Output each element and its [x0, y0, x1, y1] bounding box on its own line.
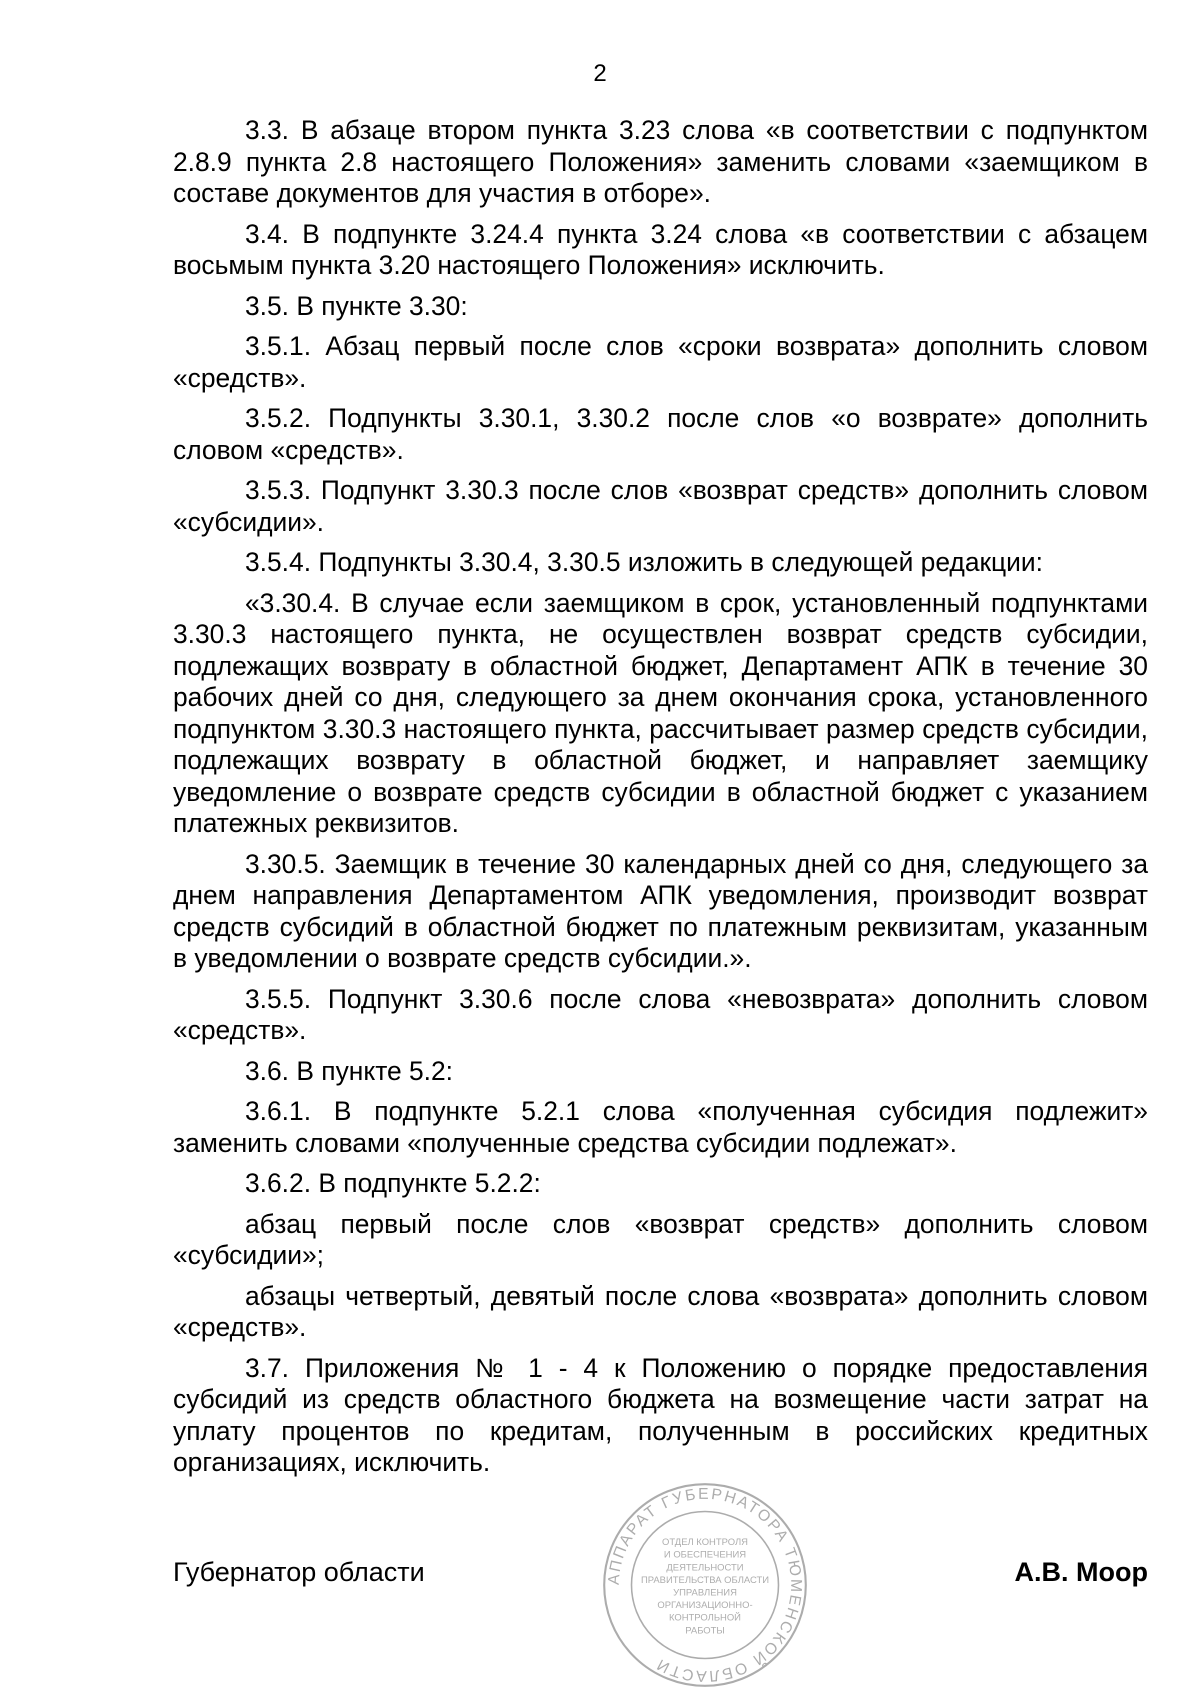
paragraph: 3.30.5. Заемщик в течение 30 календарных дней со дня, следующего за днем направления Департаментом АПК уведомления, производит возврат средств субсидий в областной бюджет по платежным реквизитам, указанным в уведомлении о возврате средств субсидии.». [173, 848, 1148, 973]
signature-block [173, 1551, 1148, 1595]
stamp-inner-line: ОРГАНИЗАЦИОННО- [657, 1600, 753, 1612]
signer-position: Губернатор области [173, 1557, 425, 1587]
paragraph: «3.30.4. В случае если заемщиком в срок, установленный подпунктами 3.30.3 настоящего пункта, не осуществлен возврат средств субсидии, подлежащих возврату в областной бюджет, Департамент АПК в течение 30 рабочих дней со дня, следующего за днем окончания срока, установленного подпунктом 3.30.3 настоящего пункта, рассчитывает размер средств субсидии, подлежащих возврату в областной бюджет, и направляет заемщику уведомление о возврате средств субсидии в областной бюджет с указанием платежных реквизитов. [173, 587, 1148, 838]
signer-name: А.В. Моор [1014, 1557, 1148, 1587]
paragraph: 3.6.2. В подпункте 5.2.2: [245, 1168, 541, 1198]
stamp-inner-line: ОТДЕЛ КОНТРОЛЯ [662, 1537, 748, 1549]
paragraph: 3.5.3. Подпункт 3.30.3 после слов «возврат средств» дополнить словом «субсидии». [173, 475, 1148, 537]
page-number: 2 [593, 60, 607, 87]
stamp-inner-line: КОНТРОЛЬНОЙ [669, 1612, 741, 1624]
stamp-inner-line: ПРАВИТЕЛЬСТВА ОБЛАСТИ [640, 1574, 770, 1586]
paragraph: абзацы четвертый, девятый после слова «возврата» дополнить словом «средств». [173, 1280, 1148, 1342]
paragraph: абзац первый после слов «возврат средств» дополнить словом «субсидии»; [173, 1208, 1148, 1270]
paragraph: 3.5.2. Подпункты 3.30.1, 3.30.2 после слов «о возврате» дополнить словом «средств». [173, 403, 1148, 465]
paragraph: 3.3. В абзаце втором пункта 3.23 слова «в соответствии с подпунктом 2.8.9 пункта 2.8 настоящего Положения» заменить словами «заемщиком в составе документов для участия в отборе». [173, 115, 1148, 208]
paragraph: 3.5.5. Подпункт 3.30.6 после слова «невозврата» дополнить словом «средств». [173, 983, 1148, 1045]
document-body [173, 115, 1148, 1488]
paragraph: 3.6.1. В подпункте 5.2.1 слова «полученная субсидия подлежит» заменить словами «полученные средства субсидии подлежат». [173, 1096, 1148, 1158]
paragraph: 3.7. Приложения № 1 - 4 к Положению о порядке предоставления субсидий из средств областного бюджета на возмещение части затрат на уплату процентов по кредитам, полученным в российских кредитных организациях, исключить. [173, 1352, 1148, 1477]
stamp-inner-line: ДЕЯТЕЛЬНОСТИ [666, 1562, 744, 1574]
stamp-inner-line: УПРАВЛЕНИЯ [673, 1587, 737, 1599]
paragraph: 3.5.1. Абзац первый после слов «сроки возврата» дополнить словом «средств». [173, 331, 1148, 393]
paragraph: 3.5.4. Подпункты 3.30.4, 3.30.5 изложить в следующей редакции: [245, 547, 1043, 577]
paragraph: 3.6. В пункте 5.2: [245, 1055, 454, 1086]
stamp-outer-text: АППАРАТ ГУБЕРНАТОРА ТЮМЕНСКОЙ ОБЛАСТИ [605, 1485, 805, 1685]
stamp-inner-line: РАБОТЫ [685, 1625, 725, 1637]
stamp-inner-line: И ОБЕСПЕЧЕНИЯ [663, 1549, 747, 1561]
paragraph: 3.5. В пункте 3.30: [245, 290, 468, 321]
paragraph: 3.4. В подпункте 3.24.4 пункта 3.24 слова «в соответствии с абзацем восьмым пункта 3.20 настоящего Положения» исключить. [173, 218, 1148, 280]
